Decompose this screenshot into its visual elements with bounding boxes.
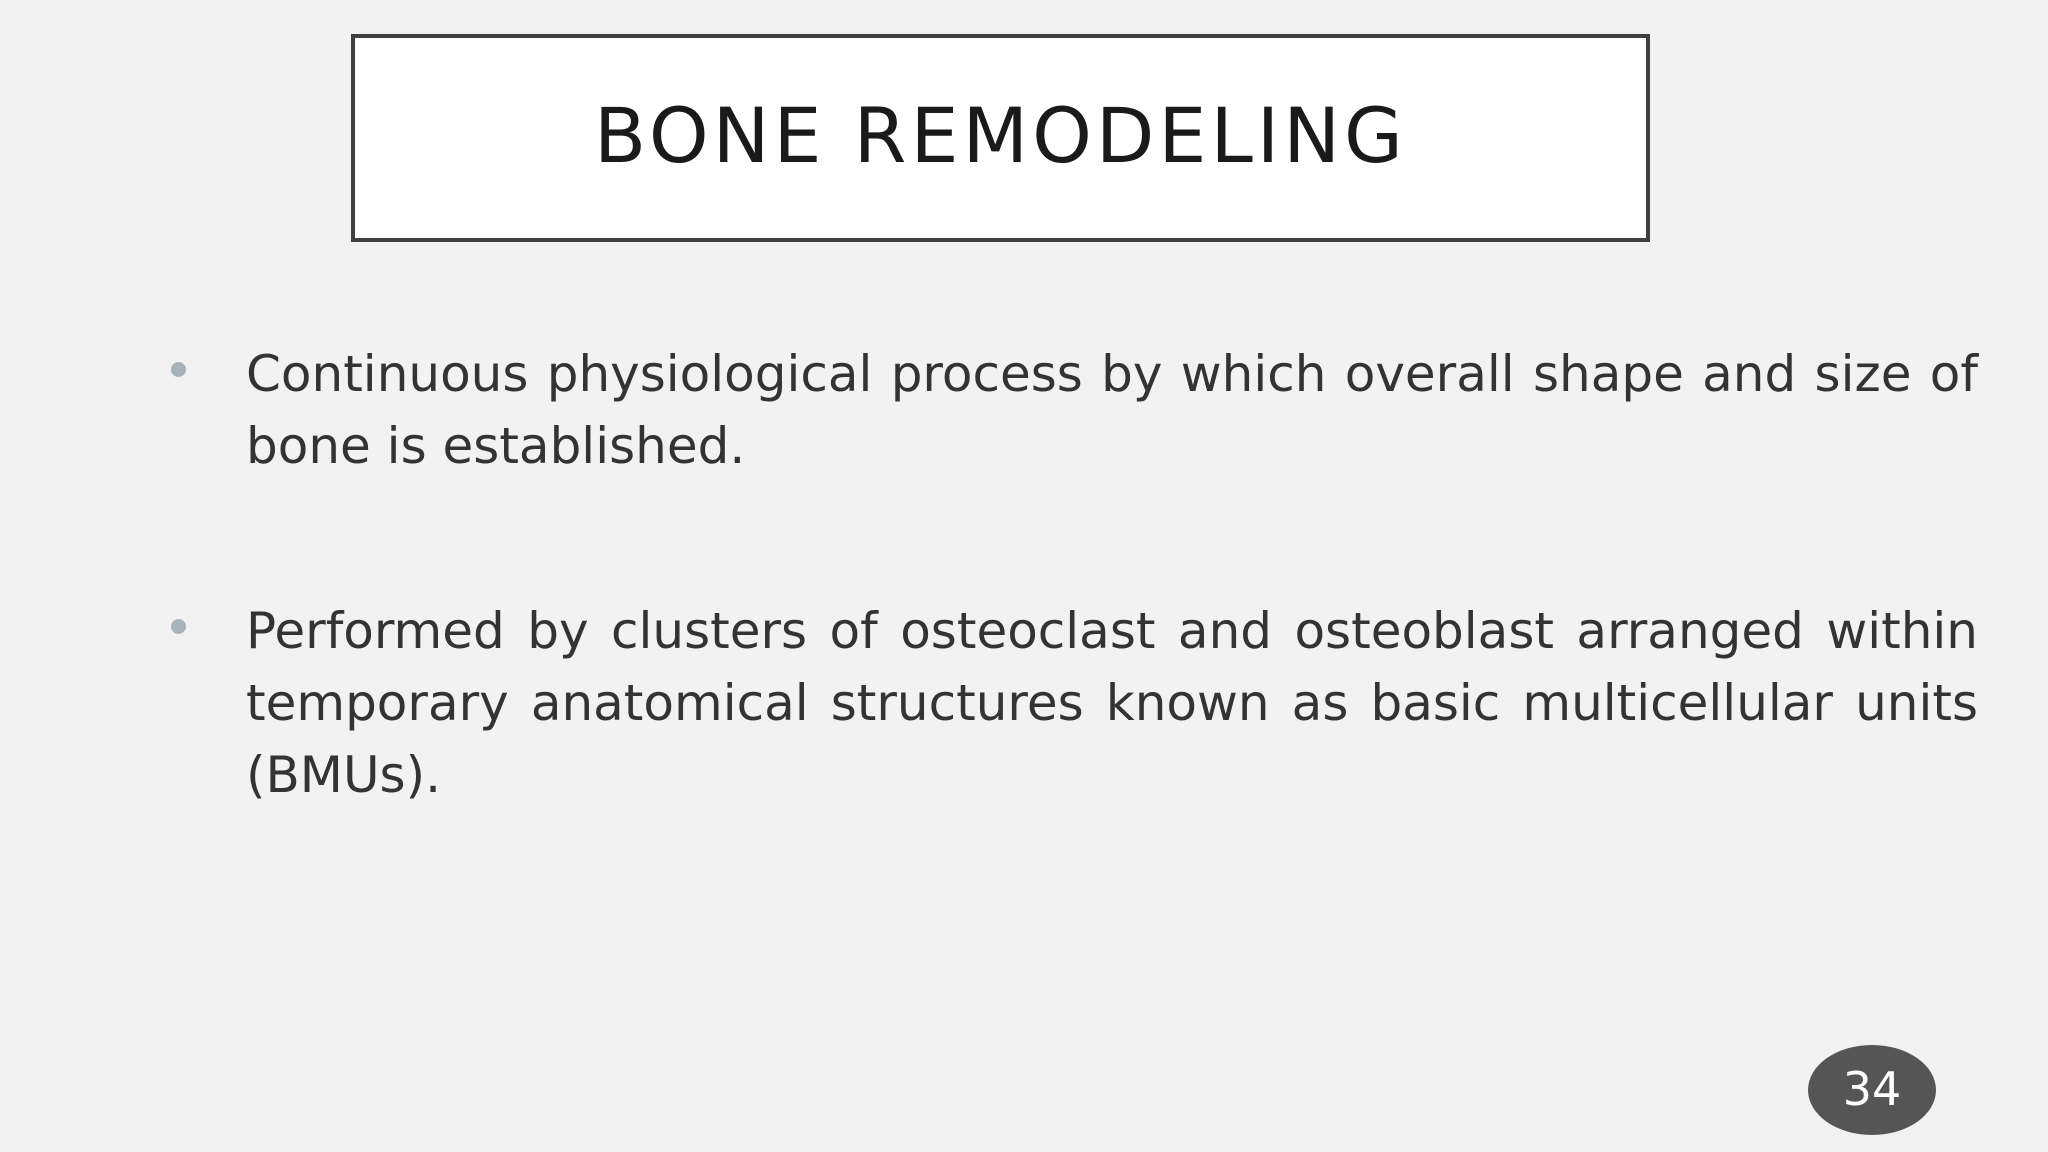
- bullet-text: Continuous physiological process by which overall shape and size of bone is established.: [246, 345, 1978, 475]
- bullet-dot-icon: [171, 362, 186, 377]
- slide-title: BONE REMODELING: [594, 90, 1407, 180]
- bullet-text: Performed by clusters of osteoclast and osteoblast arranged within temporary anatomical structures known as basic multicellular units (BMUs).: [246, 602, 1978, 804]
- bullet-dot-icon: [171, 619, 186, 634]
- page-number-badge: [1808, 1045, 1936, 1135]
- page-number: 34: [1842, 1062, 1902, 1116]
